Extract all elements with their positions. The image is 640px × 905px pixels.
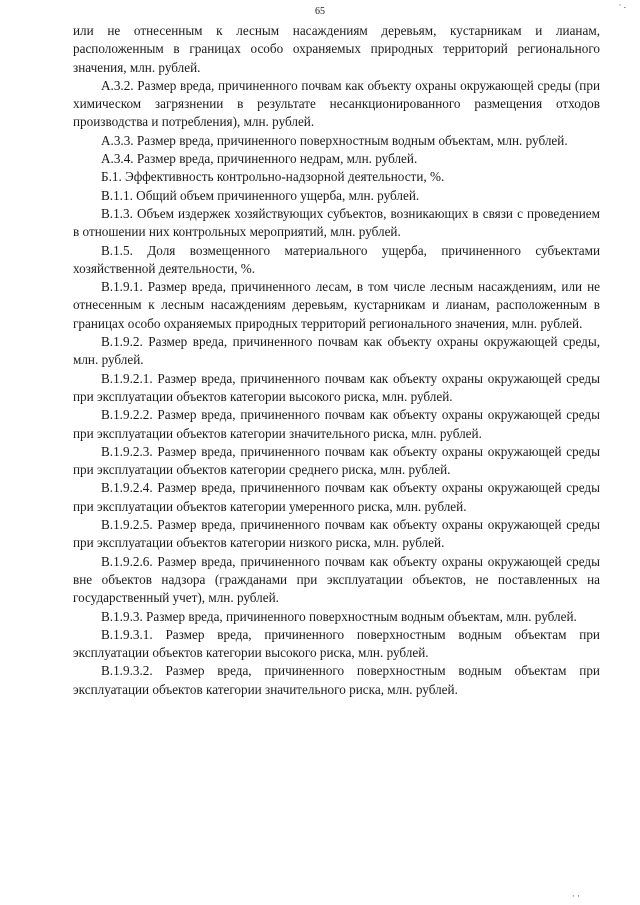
corner-mark-top: · . <box>618 0 626 10</box>
paragraph: В.1.9.2.1. Размер вреда, причиненного почвам как объекту охраны окружающей среды при эксплуатации объектов категории высокого риска, млн. рублей. <box>73 370 600 404</box>
paragraph: В.1.9.2.6. Размер вреда, причиненного почвам как объекту охраны окружающей среды вне объектов надзора (гражданами при эксплуатации объектов, не поставленных на государственный учет), млн. рублей. <box>73 553 600 606</box>
paragraph: или не отнесенным к лесным насаждениям деревьям, кустарникам и лианам, расположенным в границах особо охраняемых природных территорий регионального значения, млн. рублей. <box>73 23 600 75</box>
paragraph: В.1.9.1. Размер вреда, причиненного лесам, в том числе лесным насаждениям, или не отнесенным к лесным насаждениям деревьям, кустарникам и лианам, расположенным в границах особо охраняемых природных территорий регионального значения, млн. рублей. <box>73 279 600 331</box>
paragraph: А.3.3. Размер вреда, причиненного поверхностным водным объектам, млн. рублей. <box>101 132 568 148</box>
paragraph: В.1.5. Доля возмещенного материального ущерба, причиненного субъектами хозяйственной деятельности, %. <box>73 242 600 276</box>
paragraph: В.1.9.3. Размер вреда, причиненного поверхностным водным объектам, млн. рублей. <box>101 608 577 624</box>
paragraph: В.1.9.2.3. Размер вреда, причиненного почвам как объекту охраны окружающей среды при эксплуатации объектов категории среднего риска, млн. рублей. <box>73 443 600 478</box>
document-body <box>73 22 600 699</box>
paragraph: Б.1. Эффективность контрольно-надзорной деятельности, %. <box>101 169 445 185</box>
paragraph: В.1.9.2.2. Размер вреда, причиненного почвам как объекту охраны окружающей среды при эксплуатации объектов категории значительного риска, млн. рублей. <box>73 407 600 441</box>
paragraph: В.1.9.3.2. Размер вреда, причиненного поверхностным водным объектам при эксплуатации объектов категории значительного риска, млн. рублей. <box>73 663 600 697</box>
corner-mark-bottom: · · <box>571 891 580 901</box>
paragraph: В.1.1. Общий объем причиненного ущерба, млн. рублей. <box>101 187 420 203</box>
paragraph: А.3.2. Размер вреда, причиненного почвам как объекту охраны окружающей среды (при химическом загрязнении в результате несанкционированного размещения отходов производства и потребления), млн. рублей. <box>73 77 600 130</box>
paragraph: В.1.9.2. Размер вреда, причиненного почвам как объекту охраны окружающей среды, млн. рублей. <box>73 334 600 368</box>
paragraph: А.3.4. Размер вреда, причиненного недрам, млн. рублей. <box>101 151 418 167</box>
paragraph: В.1.3. Объем издержек хозяйствующих субъектов, возникающих в связи с проведением в отношении них контрольных мероприятий, млн. рублей. <box>73 205 600 240</box>
paragraph: В.1.9.3.1. Размер вреда, причиненного поверхностным водным объектам при эксплуатации объектов категории высокого риска, млн. рублей. <box>73 626 600 661</box>
paragraph: В.1.9.2.5. Размер вреда, причиненного почвам как объекту охраны окружающей среды при эксплуатации объектов категории низкого риска, млн. рублей. <box>73 517 600 551</box>
paragraph: В.1.9.2.4. Размер вреда, причиненного почвам как объекту охраны окружающей среды при эксплуатации объектов категории умеренного риска, млн. рублей. <box>73 480 600 514</box>
page-number: 65 <box>315 6 325 17</box>
